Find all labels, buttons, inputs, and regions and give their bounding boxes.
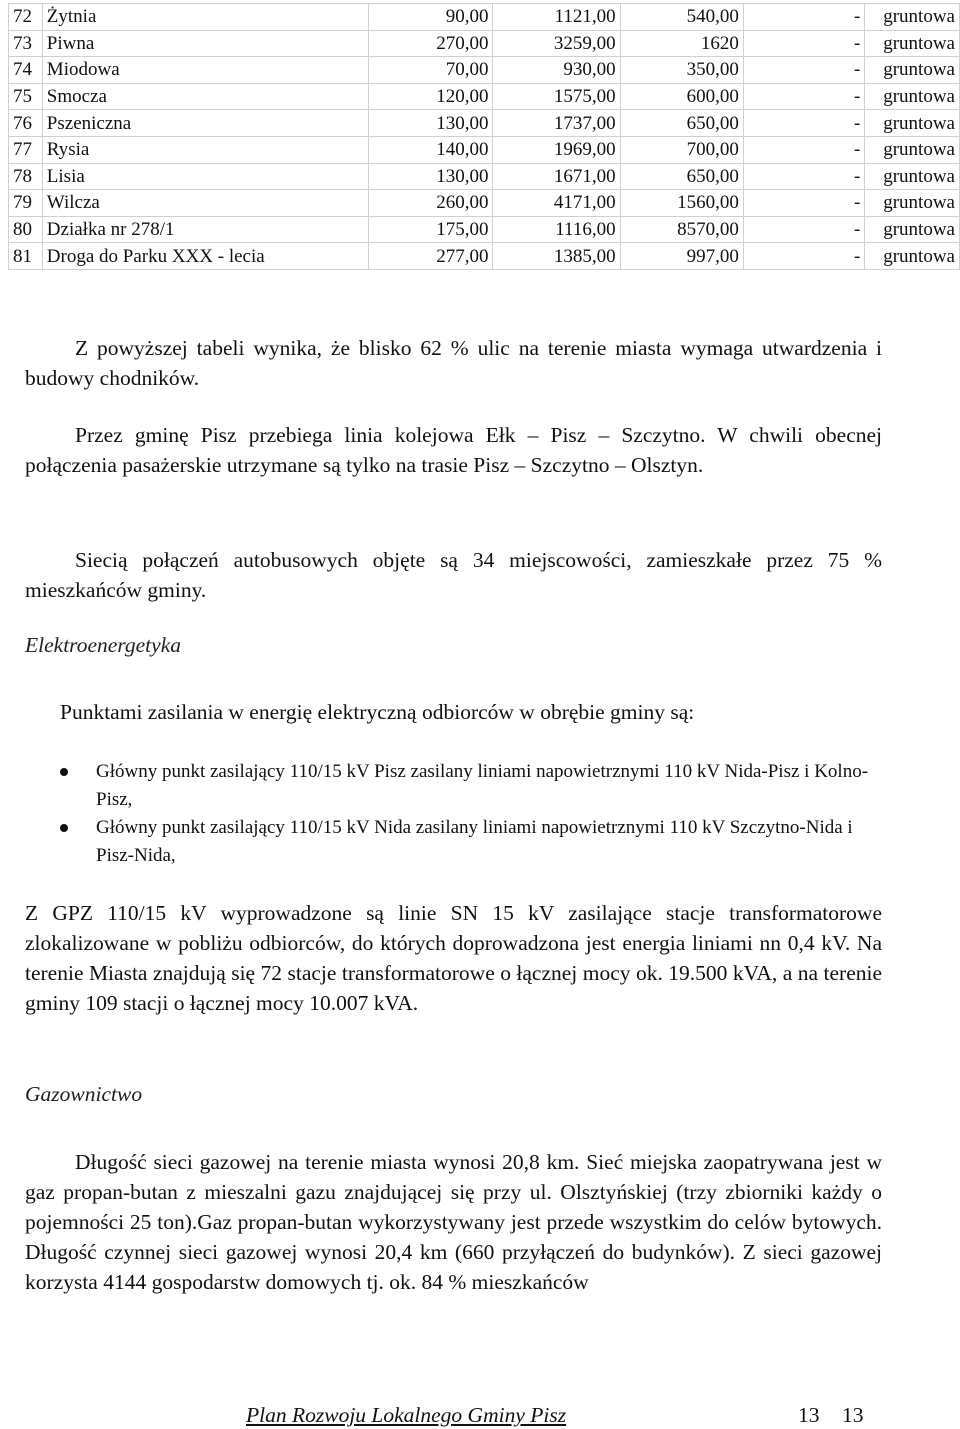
cell-area: 4171,00	[493, 190, 620, 217]
cell-lp: 73	[9, 30, 43, 57]
table-row	[9, 190, 960, 217]
footer-title: Plan Rozwoju Lokalnego Gminy Pisz	[246, 1403, 567, 1427]
cell-length: 140,00	[368, 136, 493, 163]
cell-dash: -	[743, 110, 865, 137]
cell-name: Droga do Parku XXX - lecia	[42, 243, 368, 270]
cell-surface-type: gruntowa	[865, 243, 960, 270]
cell-lp: 78	[9, 163, 43, 190]
cell-value: 600,00	[620, 83, 743, 110]
cell-dash: -	[743, 4, 865, 31]
cell-dash: -	[743, 163, 865, 190]
table-row	[9, 136, 960, 163]
cell-lp: 81	[9, 243, 43, 270]
cell-surface-type: gruntowa	[865, 190, 960, 217]
power-points-list	[58, 758, 882, 870]
footer-page-number: 13	[798, 1403, 820, 1427]
cell-value: 997,00	[620, 243, 743, 270]
paragraph-gas-network: Długość sieci gazowej na terenie miasta wynosi 20,8 km. Sieć miejska zaopatrywana jest w gaz propan-butan z mieszalni gazu znajdującej się przy ul. Olsztyńskiej (trzy zbiorniki każdy o pojemności 25 ton).Gaz propan-butan wykorzystywany jest przede wszystkim do celów bytowych. Długość czynnej sieci gazowej wynosi 20,4 km (660 przyłączeń do budynków). Z sieci gazowej korzysta 4144 gospodarstw domowych tj. ok. 84 % mieszkańców	[25, 1150, 882, 1294]
cell-length: 70,00	[368, 57, 493, 84]
cell-name: Wilcza	[42, 190, 368, 217]
cell-dash: -	[743, 190, 865, 217]
cell-lp: 79	[9, 190, 43, 217]
cell-lp: 76	[9, 110, 43, 137]
cell-dash: -	[743, 30, 865, 57]
paragraph-railway: Przez gminę Pisz przebiega linia kolejowa Ełk – Pisz – Szczytno. W chwili obecnej połączenia pasażerskie utrzymane są tylko na trasie Pisz – Szczytno – Olsztyn.	[25, 423, 882, 477]
list-item	[58, 758, 882, 814]
cell-dash: -	[743, 216, 865, 243]
cell-area: 1575,00	[493, 83, 620, 110]
cell-surface-type: gruntowa	[865, 110, 960, 137]
cell-area: 3259,00	[493, 30, 620, 57]
cell-length: 270,00	[368, 30, 493, 57]
paragraph-power-points: Punktami zasilania w energię elektryczną odbiorców w obrębie gminy są:	[60, 700, 695, 724]
roads-table	[8, 3, 960, 270]
cell-value: 650,00	[620, 110, 743, 137]
cell-value: 1560,00	[620, 190, 743, 217]
cell-name: Piwna	[42, 30, 368, 57]
cell-surface-type: gruntowa	[865, 57, 960, 84]
table-row	[9, 243, 960, 270]
cell-surface-type: gruntowa	[865, 4, 960, 31]
heading-gazownictwo: Gazownictwo	[25, 1082, 143, 1106]
cell-value: 350,00	[620, 57, 743, 84]
cell-surface-type: gruntowa	[865, 163, 960, 190]
cell-dash: -	[743, 136, 865, 163]
cell-value: 700,00	[620, 136, 743, 163]
cell-name: Miodowa	[42, 57, 368, 84]
cell-length: 90,00	[368, 4, 493, 31]
cell-area: 1671,00	[493, 163, 620, 190]
cell-dash: -	[743, 83, 865, 110]
cell-lp: 75	[9, 83, 43, 110]
cell-value: 8570,00	[620, 216, 743, 243]
cell-dash: -	[743, 243, 865, 270]
cell-surface-type: gruntowa	[865, 83, 960, 110]
cell-value: 1620	[620, 30, 743, 57]
paragraph-streets-summary: Z powyższej tabeli wynika, że blisko 62 % ulic na terenie miasta wymaga utwardzenia i budowy chodników.	[25, 336, 882, 390]
cell-name: Rysia	[42, 136, 368, 163]
cell-lp: 72	[9, 4, 43, 31]
cell-lp: 77	[9, 136, 43, 163]
cell-name: Żytnia	[42, 4, 368, 31]
cell-surface-type: gruntowa	[865, 136, 960, 163]
cell-name: Lisia	[42, 163, 368, 190]
heading-elektroenergetyka: Elektroenergetyka	[25, 633, 181, 657]
table-row	[9, 216, 960, 243]
cell-lp: 74	[9, 57, 43, 84]
cell-dash: -	[743, 57, 865, 84]
cell-value: 650,00	[620, 163, 743, 190]
cell-length: 277,00	[368, 243, 493, 270]
cell-length: 120,00	[368, 83, 493, 110]
table-row	[9, 110, 960, 137]
cell-area: 1737,00	[493, 110, 620, 137]
table-row	[9, 57, 960, 84]
cell-area: 1121,00	[493, 4, 620, 31]
cell-name: Smocza	[42, 83, 368, 110]
cell-surface-type: gruntowa	[865, 30, 960, 57]
table-row	[9, 83, 960, 110]
cell-length: 260,00	[368, 190, 493, 217]
cell-value: 540,00	[620, 4, 743, 31]
cell-area: 1116,00	[493, 216, 620, 243]
list-item-text: Główny punkt zasilający 110/15 kV Pisz zasilany liniami napowietrznymi 110 kV Nida-Pisz i Kolno-Pisz,	[96, 761, 869, 810]
table-row	[9, 30, 960, 57]
cell-surface-type: gruntowa	[865, 216, 960, 243]
cell-area: 1969,00	[493, 136, 620, 163]
list-item	[58, 814, 882, 870]
cell-area: 930,00	[493, 57, 620, 84]
table-row	[9, 4, 960, 31]
cell-name: Pszeniczna	[42, 110, 368, 137]
cell-length: 130,00	[368, 110, 493, 137]
cell-area: 1385,00	[493, 243, 620, 270]
bullet-icon	[60, 768, 68, 776]
paragraph-gpz: Z GPZ 110/15 kV wyprowadzone są linie SN 15 kV zasilające stacje transformatorowe zlokalizowane w pobliżu odbiorców, do których doprowadzona jest energia liniami nn 0,4 kV. Na terenie Miasta znajdują się 72 stacje transformatorowe o łącznej mocy ok. 19.500 kVA, a na terenie gminy 109 stacji o łącznej mocy 10.007 kVA.	[25, 901, 882, 1015]
bullet-icon	[60, 824, 68, 832]
cell-name: Działka nr 278/1	[42, 216, 368, 243]
cell-length: 175,00	[368, 216, 493, 243]
table-row	[9, 163, 960, 190]
list-item-text: Główny punkt zasilający 110/15 kV Nida zasilany liniami napowietrznymi 110 kV Szczytno-Nida i Pisz-Nida,	[96, 817, 853, 866]
footer-page-number-total: 13	[842, 1403, 864, 1427]
roads-table-body	[9, 4, 960, 270]
cell-lp: 80	[9, 216, 43, 243]
cell-length: 130,00	[368, 163, 493, 190]
paragraph-bus-network: Siecią połączeń autobusowych objęte są 34 miejscowości, zamieszkałe przez 75 % mieszkańców gminy.	[25, 548, 882, 602]
